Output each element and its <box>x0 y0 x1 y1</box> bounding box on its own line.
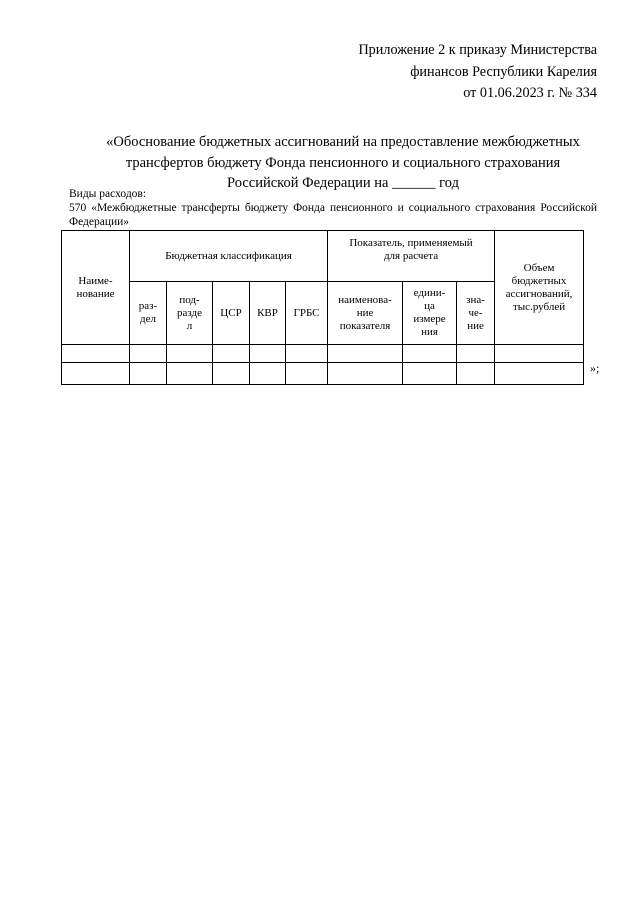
table-cell <box>286 363 328 385</box>
title-line-1: «Обоснование бюджетных ассигнований на предоставление межбюджетных <box>106 134 580 150</box>
table-cell <box>457 363 495 385</box>
allocation-table <box>61 230 584 385</box>
table-cell <box>250 363 286 385</box>
header-csr: ЦСР <box>213 282 250 345</box>
table-cell <box>130 363 167 385</box>
table-cell <box>167 363 213 385</box>
header-section: раз- дел <box>130 282 167 345</box>
header-value: зна- че- ние <box>457 282 495 345</box>
document-title <box>88 132 598 194</box>
table-cell <box>495 363 584 385</box>
table-cell <box>495 345 584 363</box>
header-indicator-name: наименова- ние показателя <box>328 282 403 345</box>
title-line-2: трансфертов бюджету Фонда пенсионного и социального страхования <box>125 154 561 171</box>
header-volume: Объем бюджетных ассигнований, тыс.рублей <box>495 231 584 345</box>
header-line-3: от 01.06.2023 г. № 334 <box>463 85 597 101</box>
table-cell <box>403 363 457 385</box>
title-line-3: Российской Федерации на ______ год <box>227 175 459 191</box>
table-cell <box>167 345 213 363</box>
header-subsection: под- разде л <box>167 282 213 345</box>
table-cell <box>213 363 250 385</box>
table-cell <box>250 345 286 363</box>
table-row <box>62 345 584 363</box>
table-cell <box>62 363 130 385</box>
closing-quote: »; <box>590 361 600 375</box>
header-budget-classification: Бюджетная классификация <box>130 231 328 282</box>
header-indicator: Показатель, применяемый для расчета <box>328 231 495 282</box>
table-cell <box>328 363 403 385</box>
expense-types-label: Виды расходов: <box>69 188 147 200</box>
header-line-2: финансов Республики Карелия <box>410 63 597 80</box>
table-cell <box>403 345 457 363</box>
header-name: Наиме- нование <box>62 231 130 345</box>
table-cell <box>62 345 130 363</box>
document-header <box>358 40 597 105</box>
header-grbs: ГРБС <box>286 282 328 345</box>
header-unit: едини- ца измере ния <box>403 282 457 345</box>
table-cell <box>286 345 328 363</box>
table-cell <box>213 345 250 363</box>
table-cell <box>328 345 403 363</box>
expense-types-text: 570 «Межбюджетные трансферты бюджету Фонда пенсионного и социального страхования Российской Федерации» <box>69 202 597 228</box>
table-row <box>62 363 584 385</box>
header-line-1: Приложение 2 к приказу Министерства <box>358 42 597 58</box>
header-kvr: КВР <box>250 282 286 345</box>
table-cell <box>130 345 167 363</box>
table-cell <box>457 345 495 363</box>
